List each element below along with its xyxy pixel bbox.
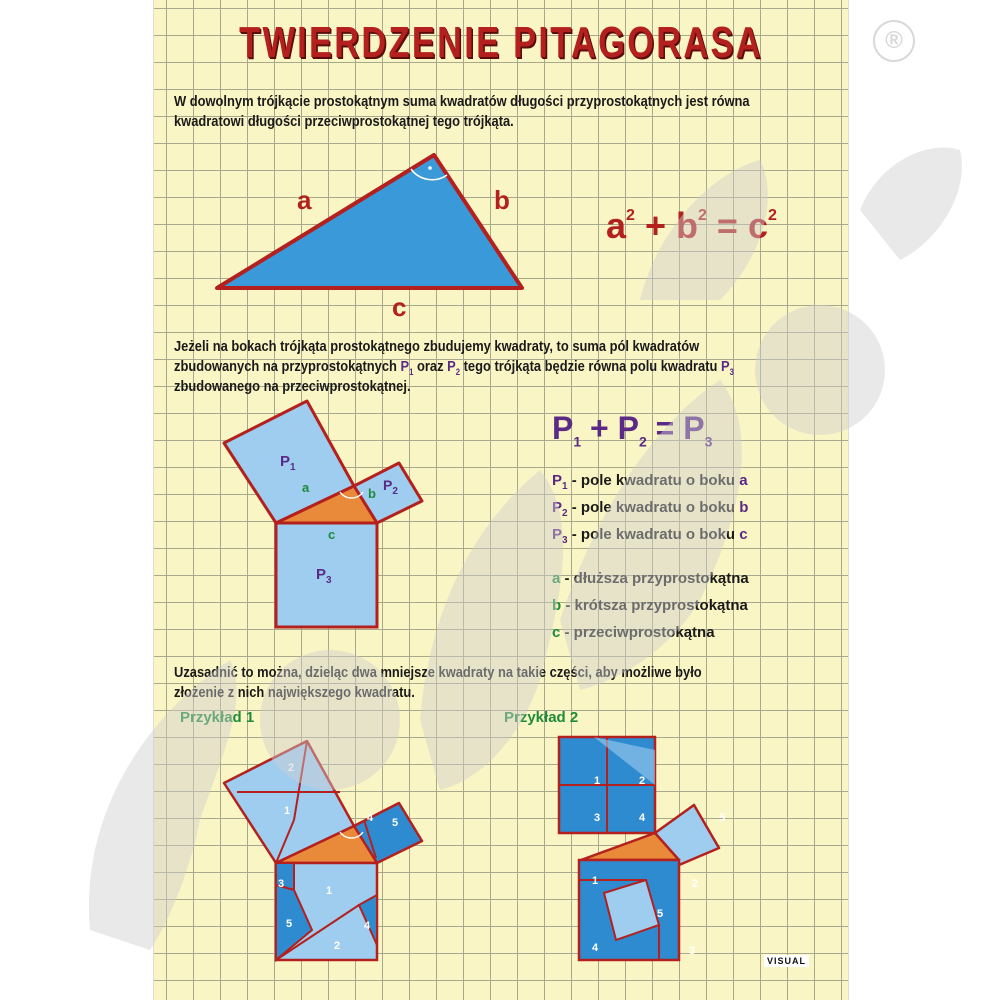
- formula-areas: $P_1 + P_2 = P_3$: [552, 410, 713, 450]
- ex1-piece-label-5a: 5: [392, 817, 399, 829]
- publisher-logo: VISUAL: [764, 955, 809, 967]
- section2-line-2: zbudowanych na przyprostokątnych $P_1$ oraz $P_2$ tego trójkąta będzie równa polu kwadratu $P_3$: [174, 358, 734, 377]
- watermark-shape-7: [860, 148, 962, 261]
- page-title: TWIERDZENIE PITAGORASA: [239, 18, 763, 67]
- ex2-piece-label-5: 5: [719, 812, 726, 824]
- example1-label: Przykład 1: [180, 709, 255, 726]
- small-label-a: a: [302, 480, 310, 495]
- side-b-label: b: [494, 185, 510, 215]
- ex1-piece-label-3: 3: [278, 878, 285, 890]
- example2-label: Przykład 2: [504, 709, 579, 726]
- legend-c: c - przeciwprostokątna: [552, 624, 715, 641]
- legend-p3: $P_3$ - pole kwadratu o boku c: [552, 526, 748, 546]
- formula-pythagoras: $a^2 + b^2 = c^2$: [606, 205, 777, 246]
- legend-p1: $P_1$ - pole kwadratu o boku a: [552, 472, 748, 492]
- section3-line-2: złożenie z nich największego kwadratu.: [174, 684, 415, 701]
- main-triangle: [217, 155, 522, 288]
- ex2-hyp-label-1: 1: [592, 875, 599, 887]
- intro-line-1: W dowolnym trójkącie prostokątnym suma kwadratów długości przyprostokątnych jest równa: [174, 93, 750, 110]
- ex1-piece-label-2: 2: [288, 762, 295, 774]
- poster: [153, 0, 849, 1000]
- ex2-hyp-label-5: 5: [657, 908, 664, 920]
- ex2-piece-label-3: 3: [594, 812, 601, 824]
- example1-figure: [154, 730, 494, 970]
- ex2-piece-label-2: 2: [639, 775, 646, 787]
- section3-line-1: Uzasadnić to można, dzieląc dwa mniejsze kwadraty na takie części, aby możliwe było: [174, 664, 702, 681]
- example2-figure: [534, 730, 754, 970]
- ex2-piece-label-4: 4: [639, 812, 646, 824]
- small-label-b: b: [368, 486, 376, 501]
- formula-b: b: [676, 205, 698, 246]
- small-label-c: c: [328, 527, 336, 542]
- ex2-hyp-label-3: 3: [689, 945, 696, 957]
- right-angle-dot: [428, 166, 432, 170]
- ex2-hyp-label-2: 2: [692, 878, 699, 890]
- ex1-piece-label-4a: 4: [367, 812, 374, 824]
- ex1-piece-label-1b: 1: [326, 885, 333, 897]
- intro-line-2: kwadratowi długości przeciwprostokątnej tego trójkąta.: [174, 113, 514, 130]
- ex2-piece-label-1: 1: [594, 775, 601, 787]
- registered-mark: ®: [873, 20, 915, 62]
- side-a-label: a: [297, 185, 312, 215]
- ex1-piece-label-2b: 2: [334, 940, 341, 952]
- label-p2: $P_2$: [383, 477, 398, 497]
- legend-a: a - dłuższa przyprostokątna: [552, 570, 749, 587]
- formula-c: c: [747, 205, 768, 246]
- ex1-piece-label-5b: 5: [286, 918, 293, 930]
- label-p3: $P_3$: [316, 566, 332, 586]
- legend-p2: $P_2$ - pole kwadratu o boku b: [552, 499, 749, 519]
- formula-a: a: [606, 205, 627, 246]
- ex2-hyp-label-4: 4: [592, 942, 599, 954]
- section2-line-3: zbudowanego na przeciwprostokątnej.: [174, 378, 411, 395]
- label-p1: $P_1$: [280, 453, 296, 473]
- section2-line-1: Jeżeli na bokach trójkąta prostokątnego zbudujemy kwadraty, to suma pól kwadratów: [174, 338, 700, 355]
- side-c-label: c: [392, 292, 407, 322]
- ex1-piece-label-4b: 4: [364, 920, 371, 932]
- legend-b: b - krótsza przyprostokątna: [552, 597, 748, 614]
- ex1-piece-label-1: 1: [284, 805, 291, 817]
